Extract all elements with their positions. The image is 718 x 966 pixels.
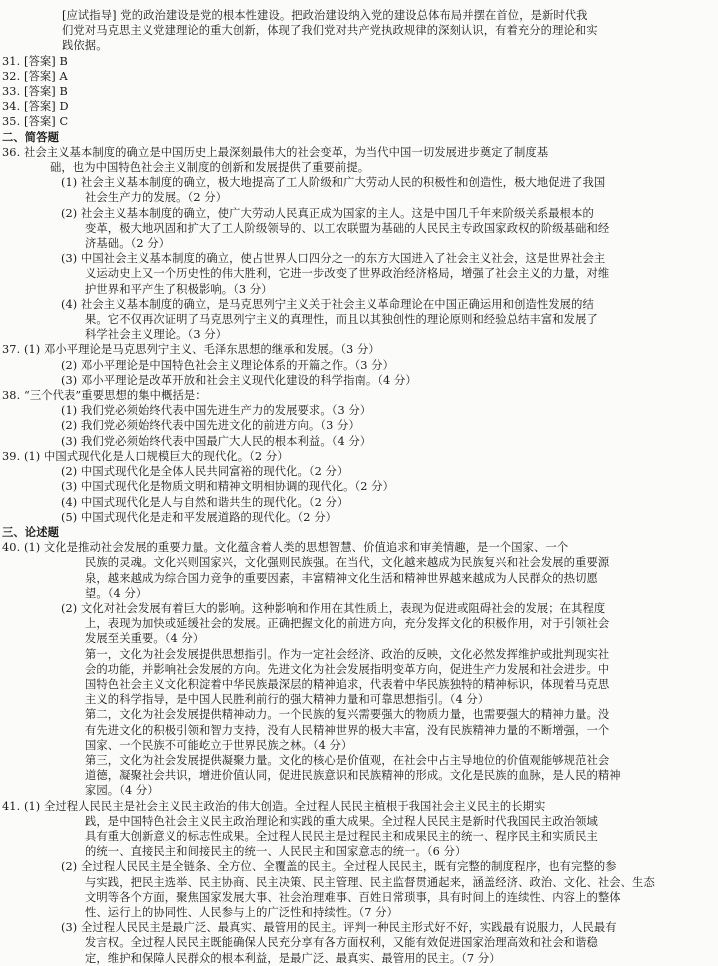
text-line: 果。它不仅再次证明了马克思列宁主义的真理性，而且以其独创性的理论原则和经验总结丰富和发展了 [85, 313, 598, 327]
text-line: 第一，文化为社会发展提供思想指引。作为一定社会经济、政治的反映，文化必然发挥维护或批判现实社 [85, 647, 610, 661]
text-line: (3) 中国社会主义基本制度的确立，使占世界人口四分之一的东方大国进入了社会主义社会，这是世界社会主 [61, 252, 606, 266]
text-line: 31. [答案] B [2, 54, 68, 68]
text-line: (4) 社会主义基本制度的确立，是马克思列宁主义关于社会主义革命理论在中国正确运用和创造性发展的结 [61, 297, 594, 311]
text-line: 与实践，把民主选举、民主协商、民主决策、民主管理、民主监督贯通起来，涵盖经济、政治、文化、社会、生态 [85, 875, 655, 889]
text-line: 38. “三个代表”重要思想的集中概括是： [2, 389, 207, 403]
text-line: 望。（4 分） [85, 586, 148, 600]
text-line: 护世界和平产生了积极影响。（3 分） [85, 282, 273, 296]
text-line: (2) 社会主义基本制度的确立，使广大劳动人民真正成为国家的主人。这是中国几千年来阶级关系最根本的 [61, 206, 594, 220]
text-line: 道德，凝聚社会共识，增进价值认同，促进民族意识和民族精神的形成。文化是民族的血脉，是人民的精神 [85, 769, 621, 783]
text-line: 32. [答案] A [2, 69, 68, 83]
text-line: (3) 全过程人民民主是最广泛、最真实、最管用的民主。评判一种民主形式好不好，实践最有说服力，人民最有 [61, 921, 617, 935]
text-line: (2) 文化对社会发展有着巨大的影响。这种影响和作用在其性质上，表现为促进或阻碍社会的发展；在其程度 [61, 601, 606, 615]
text-line: 39. (1) 中国式现代化是人口规模巨大的现代化。（2 分） [2, 449, 289, 463]
text-line: 文明等各个方面，聚焦国家发展大事、社会治理难事、百姓日常琐事，具有时间上的连续性、内容上的整体 [85, 890, 621, 904]
text-line: (1) 我们党必须始终代表中国先进生产力的发展要求。（3 分） [61, 404, 372, 418]
text-line: 具有重大创新意义的标志性成果。全过程人民民主是过程民主和成果民主的统一、程序民主和实质民主 [85, 829, 598, 843]
text-line: 的统一、直接民主和间接民主的统一、人民民主和国家意志的统一。（6 分） [85, 845, 467, 859]
text-line: 二、简答题 [2, 129, 59, 144]
text-line: 践，是中国特色社会主义民主政治理论和实践的重大成果。全过程人民民主是新时代我国民主政治领域 [85, 814, 598, 828]
text-line: 科学社会主义理论。（3 分） [85, 328, 228, 342]
text-line: 有先进文化的积极引领和智力支持，没有人民精神世界的极大丰富，没有民族精神力量的不断增强，一个 [85, 723, 610, 737]
text-line: (3) 邓小平理论是改革开放和社会主义现代化建设的科学指南。（4 分） [61, 373, 417, 387]
text-line: 发展至关重要。（4 分） [85, 632, 205, 646]
text-line: 主义的科学指导，是中国人民胜利前行的强大精神力量和可靠思想指引。（4 分） [85, 693, 490, 707]
text-line: 40. (1) 文化是推动社会发展的重要力量。文化蕴含着人类的思想智慧、价值追求和审美情趣，是一个国家、一个 [2, 541, 569, 555]
text-line: 泉，越来越成为综合国力竞争的重要因素，丰富精神文化生活和精神世界越来越成为人民群众的热切愿 [85, 571, 598, 585]
text-line: 上，表现为加快或延缓社会的发展。正确把握文化的前进方向，充分发挥文化的积极作用，对于引领社会 [85, 617, 610, 631]
text-line: (2) 中国式现代化是全体人民共同富裕的现代化。（2 分） [61, 465, 349, 479]
text-line: 民族的灵魂。文化兴则国家兴，文化强则民族强。在当代，文化越来越成为民族复兴和社会发展的重要源 [85, 556, 610, 570]
text-line: 36. 社会主义基本制度的确立是中国历史上最深刻最伟大的社会变革，为当代中国一切发展进步奠定了制度基 [2, 145, 549, 159]
text-line: 社会生产力的发展。（2 分） [85, 191, 228, 205]
text-line: (3) 我们党必须始终代表中国最广大人民的根本利益。（4 分） [61, 434, 372, 448]
text-line: 三、论述题 [2, 524, 59, 539]
text-line: 国家、一个民族不可能屹立于世界民族之林。（4 分） [85, 738, 353, 752]
text-line: 践依据。 [62, 39, 108, 53]
text-line: 们党对马克思主义党建理论的重大创新，体现了我们党对共产党执政规律的深刻认识，有着充分的理论和实 [62, 24, 598, 38]
text-line: [应试指导] 党的政治建设是党的根本性建设。把政治建设纳入党的建设总体布局并摆在首位，是新时代我 [62, 9, 588, 22]
text-line: 变革，极大地巩固和扩大了工人阶级领导的、以工农联盟为基础的人民民主专政国家政权的阶级基础和经 [85, 221, 610, 235]
text-line: 41. (1) 全过程人民民主是社会主义民主政治的伟大创造。全过程人民民主植根于我国社会主义民主的长期实 [2, 799, 546, 813]
text-line: 础，也为中国特色社会主义制度的创新和发展提供了重要前提。 [50, 161, 370, 175]
text-line: 35. [答案] C [2, 115, 69, 129]
text-line: 性、运行上的协同性、人民参与上的广泛性和持续性。（7 分） [85, 905, 399, 919]
text-line: 发言权。全过程人民民主既能确保人民充分享有各方面权利，又能有效促进国家治理高效和社会和谐稳 [85, 936, 598, 950]
text-line: (2) 邓小平理论是中国特色社会主义理论体系的开篇之作。（3 分） [61, 358, 395, 372]
text-line: (1) 社会主义基本制度的确立，极大地提高了工人阶级和广大劳动人民的积极性和创造性，极大地促进了我国 [61, 176, 606, 190]
text-line: (2) 全过程人民民主是全链条、全方位、全覆盖的民主。全过程人民民主，既有完整的制度程序，也有完整的参 [61, 860, 617, 874]
text-line: (3) 中国式现代化是物质文明和精神文明相协调的现代化。（2 分） [61, 480, 395, 494]
text-line: 37. (1) 邓小平理论是马克思列宁主义、毛泽东思想的继承和发展。（3 分） [2, 343, 380, 357]
text-line: (5) 中国式现代化是走和平发展道路的现代化。（2 分） [61, 510, 338, 524]
text-line: 第三，文化为社会发展提供凝聚力量。文化的核心是价值观，在社会中占主导地位的价值观能够规范社会 [85, 753, 610, 767]
text-line: 定，维护和保障人民群众的根本利益，是最广泛、最真实、最管用的民主。（7 分） [85, 951, 501, 965]
text-line: 33. [答案] B [2, 85, 68, 99]
text-line: 34. [答案] D [2, 100, 69, 114]
text-line: 义运动史上又一个历史性的伟大胜利，它进一步改变了世界政治经济格局，增强了社会主义的力量，对维 [85, 267, 610, 281]
text-line: (2) 我们党必须始终代表中国先进文化的前进方向。（3 分） [61, 419, 360, 433]
text-line: (4) 中国式现代化是人与自然和谐共生的现代化。（2 分） [61, 495, 349, 509]
text-line: 会的功能，并影响社会发展的方向。先进文化为社会发展指明变革方向，促进生产力发展和社会进步。中 [85, 662, 610, 676]
text-line: 家园。（4 分） [85, 784, 159, 798]
text-line: 济基础。（2 分） [85, 237, 171, 251]
text-line: 国特色社会主义文化积淀着中华民族最深层的精神追求，代表着中华民族独特的精神标识，体现着马克思 [85, 677, 610, 691]
text-line: 第二，文化为社会发展提供精神动力。一个民族的复兴需要强大的物质力量，也需要强大的精神力量。没 [85, 708, 610, 722]
